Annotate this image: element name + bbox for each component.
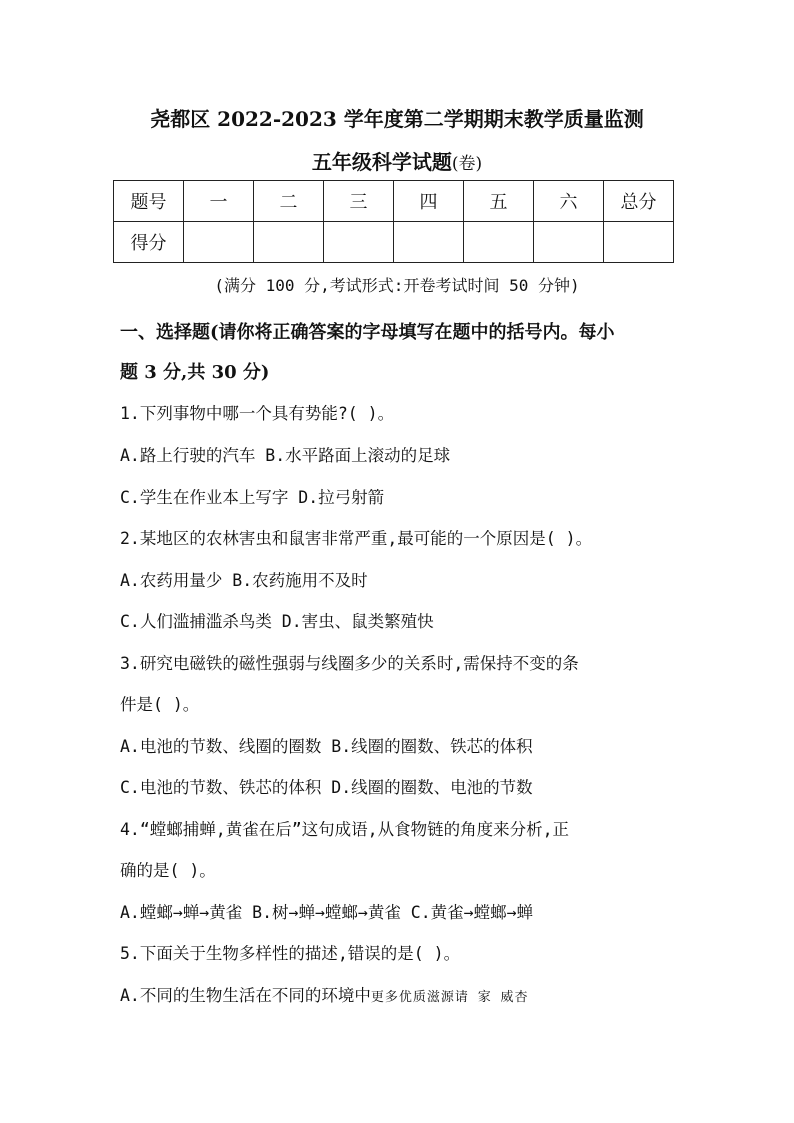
score-blank-cell — [324, 222, 394, 263]
question-2-options-cd: C.人们滥捕滥杀鸟类 D.害虫、鼠类繁殖快 — [120, 612, 434, 631]
score-blank-cell — [254, 222, 324, 263]
score-table — [113, 180, 674, 263]
subtitle-suffix: (卷) — [451, 154, 483, 174]
question-1-options-cd: C.学生在作业本上写字 D.拉弓射箭 — [120, 488, 385, 507]
question-2-options-ab: A.农药用量少 B.农药施用不及时 — [120, 571, 368, 590]
score-header-cell: 六 — [534, 181, 604, 222]
exam-title: 尧都区 2022-2023 学年度第二学期期末教学质量监测 — [150, 107, 644, 131]
score-header-cell: 一 — [184, 181, 254, 222]
question-4-options: A.螳螂→蝉→黄雀 B.树→蝉→螳螂→黄雀 C.黄雀→螳螂→蝉 — [120, 903, 534, 922]
question-1-options-ab: A.路上行驶的汽车 B.水平路面上滚动的足球 — [120, 446, 451, 465]
score-header-cell: 二 — [254, 181, 324, 222]
score-blank-cell — [394, 222, 464, 263]
question-5-option-a — [120, 982, 529, 1006]
question-3-options-ab: A.电池的节数、线圈的圈数 B.线圈的圈数、铁芯的体积 — [120, 737, 533, 756]
score-header-cell: 五 — [464, 181, 534, 222]
subtitle-text: 五年级科学试题 — [311, 150, 452, 174]
question-3-line2: 件是( )。 — [120, 695, 200, 714]
score-header-cell: 总分 — [604, 181, 674, 222]
section-heading-line2: 题 3 分,共 30 分) — [120, 362, 270, 383]
score-table-score-row — [114, 222, 674, 263]
question-4-line2: 确的是( )。 — [120, 861, 216, 880]
score-blank-cell — [534, 222, 604, 263]
score-header-cell: 三 — [324, 181, 394, 222]
question-4-line1: 4.“螳螂捕蝉,黄雀在后”这句成语,从食物链的角度来分析,正 — [120, 820, 570, 839]
score-header-cell: 四 — [394, 181, 464, 222]
exam-subtitle — [0, 146, 794, 175]
exam-note: (满分 100 分,考试形式:开卷考试时间 50 分钟) — [214, 276, 580, 295]
score-table-header-row — [114, 181, 674, 222]
section-heading-line1: 一、选择题(请你将正确答案的字母填写在题中的括号内。每小 — [120, 322, 615, 343]
question-2: 2.某地区的农林害虫和鼠害非常严重,最可能的一个原因是( )。 — [120, 529, 593, 548]
question-5-option-a-text: A.不同的生物生活在不同的环境中 — [120, 986, 371, 1005]
score-blank-cell — [604, 222, 674, 263]
score-blank-cell — [464, 222, 534, 263]
question-5: 5.下面关于生物多样性的描述,错误的是( )。 — [120, 944, 461, 963]
score-blank-cell — [184, 222, 254, 263]
watermark-tail-text: 更多优质滋源请 家 威杏 — [370, 990, 529, 1005]
score-header-cell: 题号 — [114, 181, 184, 222]
score-row-label: 得分 — [114, 222, 184, 263]
question-1: 1.下列事物中哪一个具有势能?( )。 — [120, 404, 395, 423]
question-3-line1: 3.研究电磁铁的磁性强弱与线圈多少的关系时,需保持不变的条 — [120, 654, 579, 673]
question-3-options-cd: C.电池的节数、铁芯的体积 D.线圈的圈数、电池的节数 — [120, 778, 533, 797]
